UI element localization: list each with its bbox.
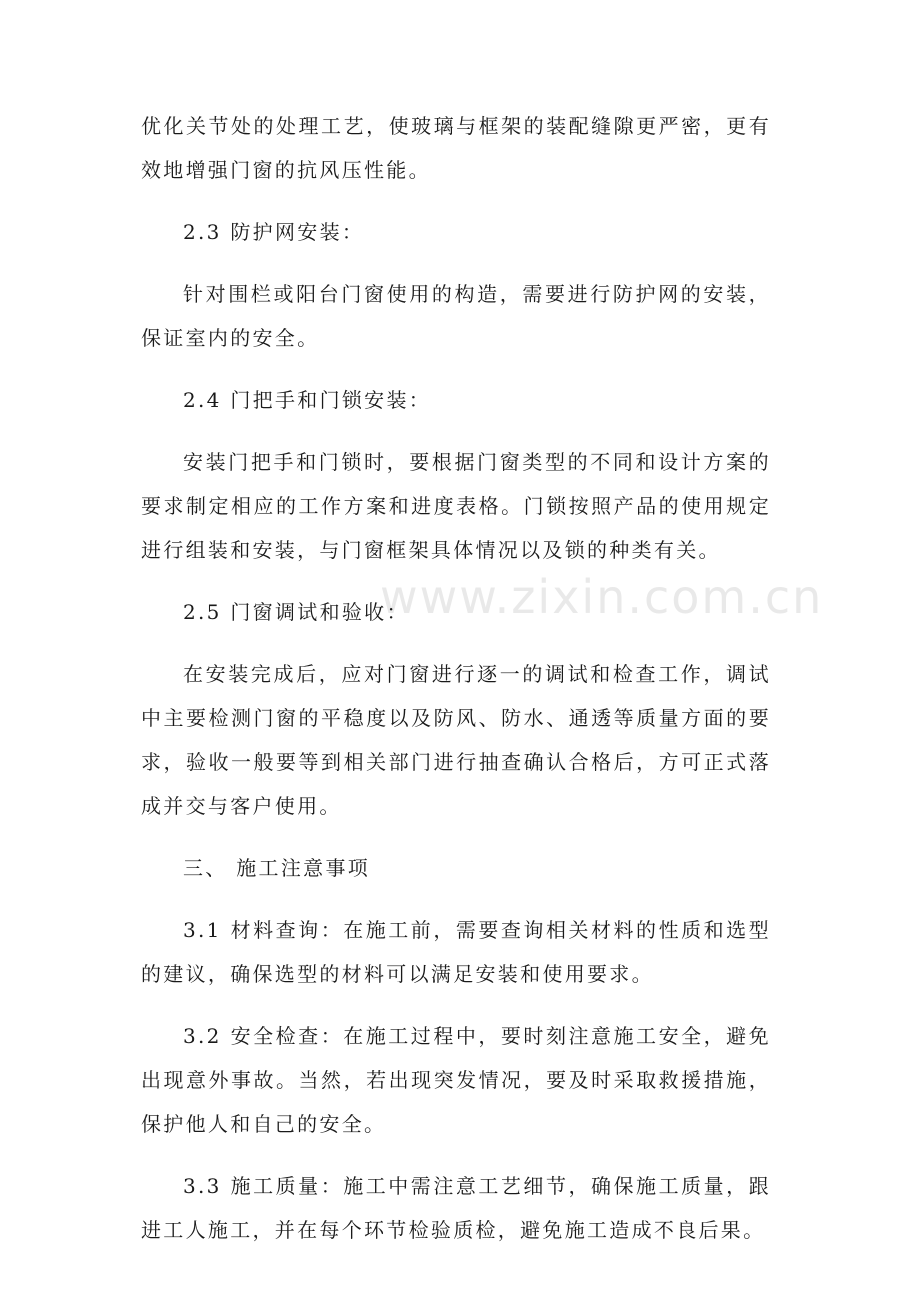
paragraph-debug-acceptance: 在安装完成后，应对门窗进行逐一的调试和检查工作，调试中主要检测门窗的平稳度以及防风、防水、通透等质量方面的要求，验收一般要等到相关部门进行抽查确认合格后，方可正式落成并交与客户使用。 xyxy=(141,662,771,818)
paragraph-handle-lock: 安装门把手和门锁时，要根据门窗类型的不同和设计方案的要求制定相应的工作方案和进度表格。门锁按照产品的使用规定进行组装和安装，与门窗框架具体情况以及锁的种类有关。 xyxy=(141,450,771,562)
paragraph-3-2-safety: 3.2 安全检查：在施工过程中，要时刻注意施工安全，避免出现意外事故。当然，若出现突发情况，要及时采取救援措施，保护他人和自己的安全。 xyxy=(141,1024,771,1136)
paragraph-window-sealing: 优化关节处的处理工艺，使玻璃与框架的装配缝隙更严密，更有效地增强门窗的抗风压性能。 xyxy=(141,114,771,182)
paragraph-protective-net: 针对围栏或阳台门窗使用的构造，需要进行防护网的安装，保证室内的安全。 xyxy=(141,282,771,350)
watermark-text: www.zixin.com.cn xyxy=(380,570,824,624)
section-heading-2-3: 2.3 防护网安装： xyxy=(183,220,365,244)
paragraph-3-3-quality: 3.3 施工质量：施工中需注意工艺细节，确保施工质量，跟进工人施工，并在每个环节检验质检，避免施工造成不良后果。 xyxy=(141,1174,771,1242)
document-body xyxy=(141,104,771,1252)
section-heading-2-5: 2.5 门窗调试和验收： xyxy=(183,600,409,624)
chapter-heading-3: 三、 施工注意事项 xyxy=(183,856,371,880)
paragraph-3-1-material: 3.1 材料查询：在施工前，需要查询相关材料的性质和选型的建议，确保选型的材料可以满足安装和使用要求。 xyxy=(141,918,771,986)
section-heading-2-4: 2.4 门把手和门锁安装： xyxy=(183,388,432,412)
